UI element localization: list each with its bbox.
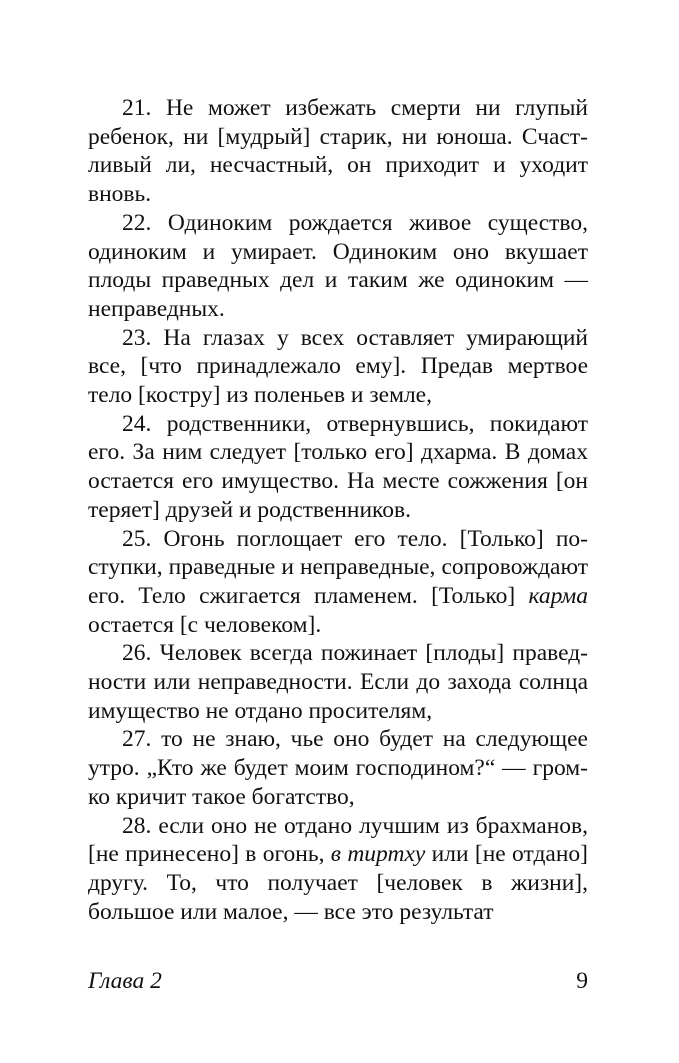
page-number: 9 xyxy=(576,968,588,994)
italic-term: в тиртху xyxy=(330,841,426,868)
verse-number: 22. xyxy=(122,209,152,236)
verse-text: Одиноким рождается живое существо, одиноким и умирает. Одиноким оно вкушает плоды праведных дел и таким же одиноким — неправедных. xyxy=(88,209,588,322)
verse-text: На глазах у всех оставляет умирающий все, [что принадлежало ему]. Предав мертвое тело [костру] из поленьев и земле, xyxy=(88,324,588,409)
verse-number: 27. xyxy=(122,726,152,753)
verse-text: то не знаю, чье оно будет на следующее утро. „Кто же будет моим господином?“ — громко кричит такое богатство, xyxy=(88,726,588,810)
verse-paragraph xyxy=(88,324,588,410)
verse-number: 26. xyxy=(122,640,152,667)
italic-term: карма xyxy=(528,582,588,609)
verse-number: 21. xyxy=(122,95,152,121)
verse-text: Человек всегда пожинает [плоды] праведности или неправедности. Если до захода солнца имущество не отдано просителям, xyxy=(88,640,588,724)
verse-text: если оно не отдано лучшим из брахманов, [не принесено] в огонь, xyxy=(88,812,588,868)
verse-text: Огонь поглощает его тело. [Только] поступки, праведные и неправедные, сопровождают его. Тело сжигается пламенем. [Только] xyxy=(88,525,588,609)
verse-number: 24. xyxy=(122,410,152,437)
verse-text: остается [с человеком]. xyxy=(88,611,322,638)
verse-text: или [не отдано] другу. То, что получает [человек в жизни], большое или малое, — все это результат xyxy=(88,841,588,925)
verse-text: Не может избежать смерти ни глупый ребенок, ни [мудрый] старик, ни юноша. Счастливый ли, несчастный, он приходит и уходит вновь. xyxy=(88,95,588,208)
verse-number: 25. xyxy=(122,525,152,552)
verse-paragraph xyxy=(88,94,588,209)
chapter-label: Глава 2 xyxy=(88,968,162,994)
verse-number: 28. xyxy=(122,812,152,839)
verse-text: родственники, отвернувшись, покидают его. За ним следует [только его] дхарма. В домах остается его имущество. На месте сожжения [он теряет] друзей и родственников. xyxy=(88,410,588,523)
main-text xyxy=(88,94,588,926)
verse-paragraph xyxy=(88,725,588,811)
verse-paragraph xyxy=(88,812,588,927)
verse-paragraph xyxy=(88,209,588,324)
verse-paragraph xyxy=(88,410,588,525)
verse-paragraph xyxy=(88,639,588,725)
verse-paragraph xyxy=(88,525,588,640)
verse-number: 23. xyxy=(122,324,152,351)
